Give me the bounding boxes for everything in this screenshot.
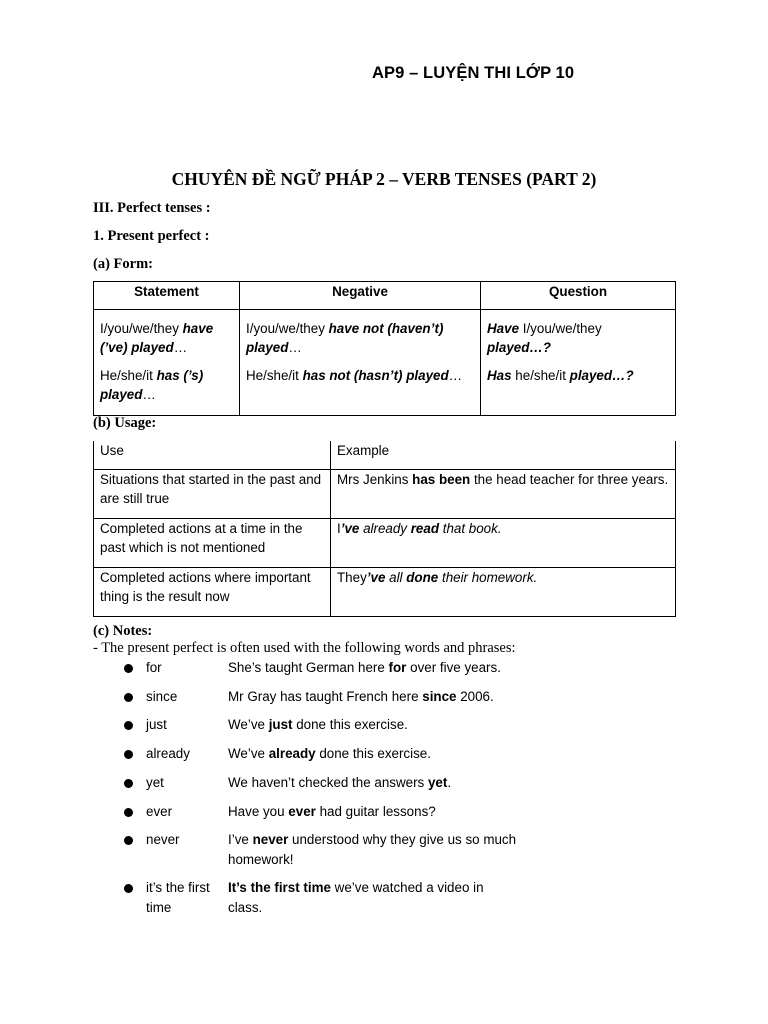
bullet-icon [124,664,133,673]
usage-use-cell: Situations that started in the past and are still true [94,470,331,519]
form-table-header-row [94,282,676,310]
note-example: Have you ever had guitar lessons? [228,804,436,819]
subsection-heading: 1. Present perfect : [93,228,210,244]
question-line-1: Have I/you/we/they played…? [487,321,602,355]
statement-line-2: He/she/it has (’s) played… [100,368,204,402]
form-label: (a) Form: [93,256,153,272]
note-example: It’s the first time we’ve watched a video in class. [228,880,484,915]
usage-row [94,519,676,568]
note-example: We’ve already done this exercise. [228,746,431,761]
usage-use-cell: Completed actions where important thing is the result now [94,568,331,617]
note-example: Mr Gray has taught French here since 2006. [228,689,494,704]
bullet-icon [124,693,133,702]
negative-cell [240,310,481,416]
bullet-icon [124,779,133,788]
note-keyword: it’s the first time [146,880,210,915]
note-keyword: since [146,689,178,704]
usage-table [93,441,676,617]
negative-line-2: He/she/it has not (hasn’t) played… [246,368,463,383]
usage-use-cell: Completed actions at a time in the past which is not mentioned [94,519,331,568]
header-statement: Statement [94,282,240,310]
usage-row [94,470,676,519]
notes-intro: - The present perfect is often used with the following words and phrases: [93,640,516,656]
statement-cell [94,310,240,416]
header-example: Example [331,441,676,470]
note-keyword: already [146,746,190,761]
bullet-icon [124,808,133,817]
usage-example-cell: I’ve already read that book. [331,519,676,568]
usage-example-cell: They’ve all done their homework. [331,568,676,617]
note-example: We haven’t checked the answers yet. [228,775,452,790]
header-use: Use [94,441,331,470]
usage-label: (b) Usage: [93,415,157,431]
note-keyword: for [146,660,162,675]
header-question: Question [481,282,676,310]
note-keyword: just [146,717,167,732]
negative-line-1: I/you/we/they have not (haven’t) played… [246,321,444,355]
document-title: CHUYÊN ĐỀ NGỮ PHÁP 2 – VERB TENSES (PART 2) [171,169,597,189]
usage-header-row [94,441,676,470]
header-title: AP9 – LUYỆN THI LỚP 10 [372,64,575,82]
usage-row [94,568,676,617]
note-example: I’ve never understood why they give us so much homework! [228,832,517,867]
form-table [93,281,676,416]
note-example: We’ve just done this exercise. [228,717,408,732]
header-negative: Negative [240,282,481,310]
note-keyword: yet [146,775,164,790]
statement-line-1: I/you/we/they have (’ve) played… [100,321,214,355]
bullet-icon [124,836,133,845]
question-cell [481,310,676,416]
bullet-icon [124,721,133,730]
note-keyword: ever [146,804,173,819]
section-heading: III. Perfect tenses : [93,200,211,216]
form-table-row [94,310,676,416]
bullet-icon [124,884,133,893]
question-line-2: Has he/she/it played…? [487,368,634,383]
notes-label: (c) Notes: [93,623,153,639]
usage-example-cell: Mrs Jenkins has been the head teacher for three years. [331,470,676,519]
note-example: She’s taught German here for over five years. [228,660,501,675]
note-keyword: never [146,832,180,847]
bullet-icon [124,750,133,759]
